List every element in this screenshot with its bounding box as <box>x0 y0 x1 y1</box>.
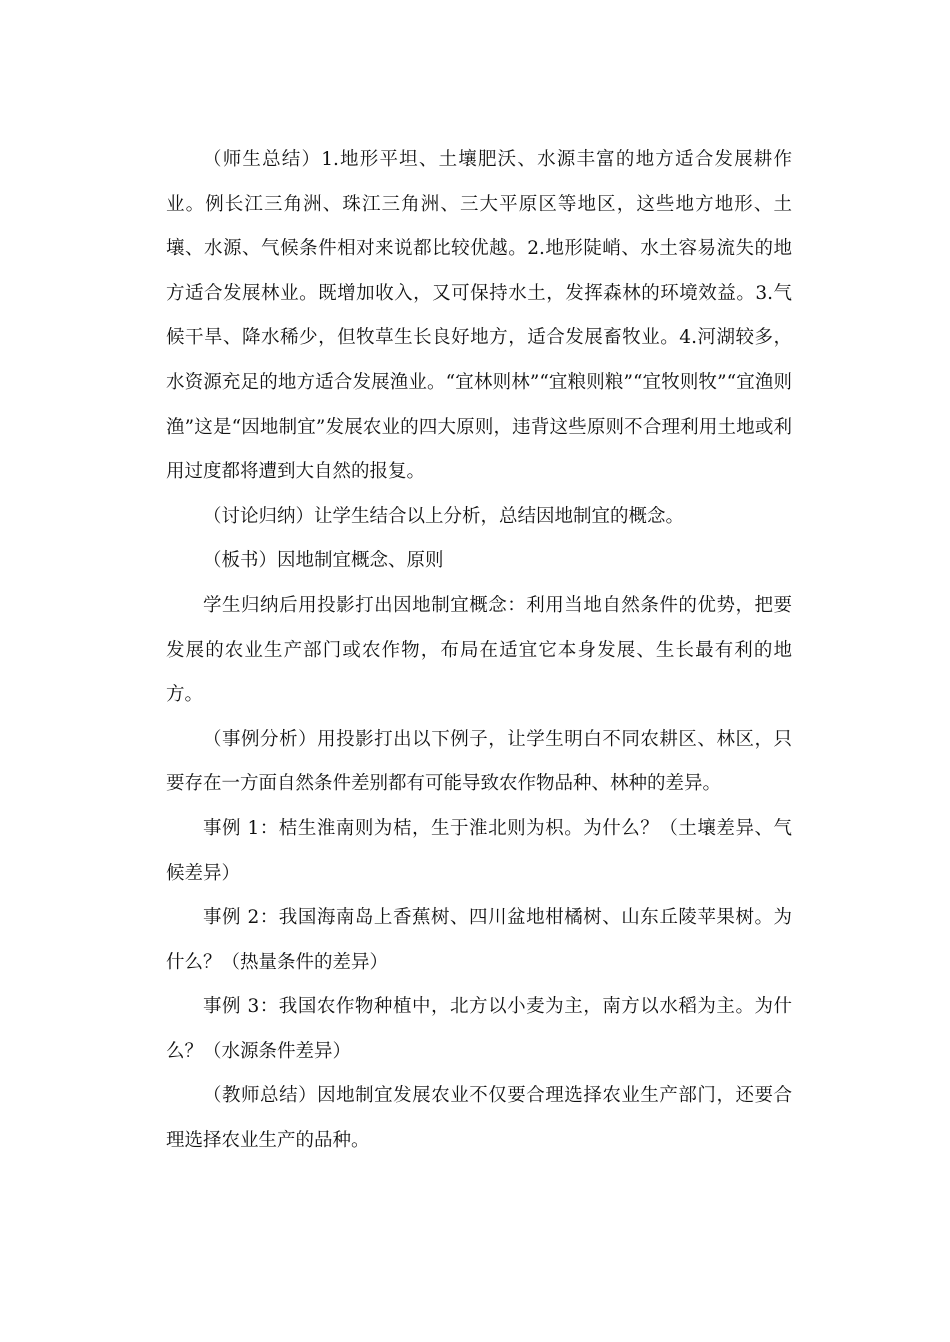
paragraph-example-2: 事例 2：我国海南岛上香蕉树、四川盆地柑橘树、山东丘陵苹果树。为什么？（热量条件的差异） <box>166 907 792 973</box>
paragraph-discussion-summary: （讨论归纳）让学生结合以上分析，总结因地制宜的概念。 <box>203 505 685 527</box>
paragraph-teacher-student-summary: （师生总结）1.地形平坦、土壤肥沃、水源丰富的地方适合发展耕作业。例长江三角洲、珠江三角洲、三大平原区等地区，这些地方地形、土壤、水源、气候条件相对来说都比较优越。2.地形陡峭、水土容易流失的地方适合发展林业。既增加收入，又可保持水土，发挥森林的环境效益。3.气候干旱、降水稀少，但牧草生长良好地方，适合发展畜牧业。4.河湖较多，水资源充足的地方适合发展渔业。“宜林则林”“宜粮则粮”“宜牧则牧”“宜渔则渔”这是“因地制宜”发展农业的四大原则，违背这些原则不合理利用土地或利用过度都将遭到大自然的报复。 <box>166 149 792 483</box>
paragraph-example-1: 事例 1：桔生淮南则为桔，生于淮北则为枳。为什么？（土壤差异、气候差异） <box>166 817 792 884</box>
paragraph-concept-definition: 学生归纳后用投影打出因地制宜概念：利用当地自然条件的优势，把要发展的农业生产部门或农作物，布局在适宜它本身发展、生长最有利的地方。 <box>166 594 792 706</box>
paragraph-case-analysis: （事例分析）用投影打出以下例子，让学生明白不同农耕区、林区，只要存在一方面自然条件差别都有可能导致农作物品种、林种的差异。 <box>166 728 792 795</box>
paragraph-blackboard: （板书）因地制宜概念、原则 <box>203 550 444 572</box>
paragraph-teacher-summary: （教师总结）因地制宜发展农业不仅要合理选择农业生产部门，还要合理选择农业生产的品种。 <box>166 1085 792 1152</box>
document-body <box>166 138 792 1164</box>
paragraph-example-3: 事例 3：我国农作物种植中，北方以小麦为主，南方以水稻为主。为什么？（水源条件差异） <box>166 996 792 1062</box>
